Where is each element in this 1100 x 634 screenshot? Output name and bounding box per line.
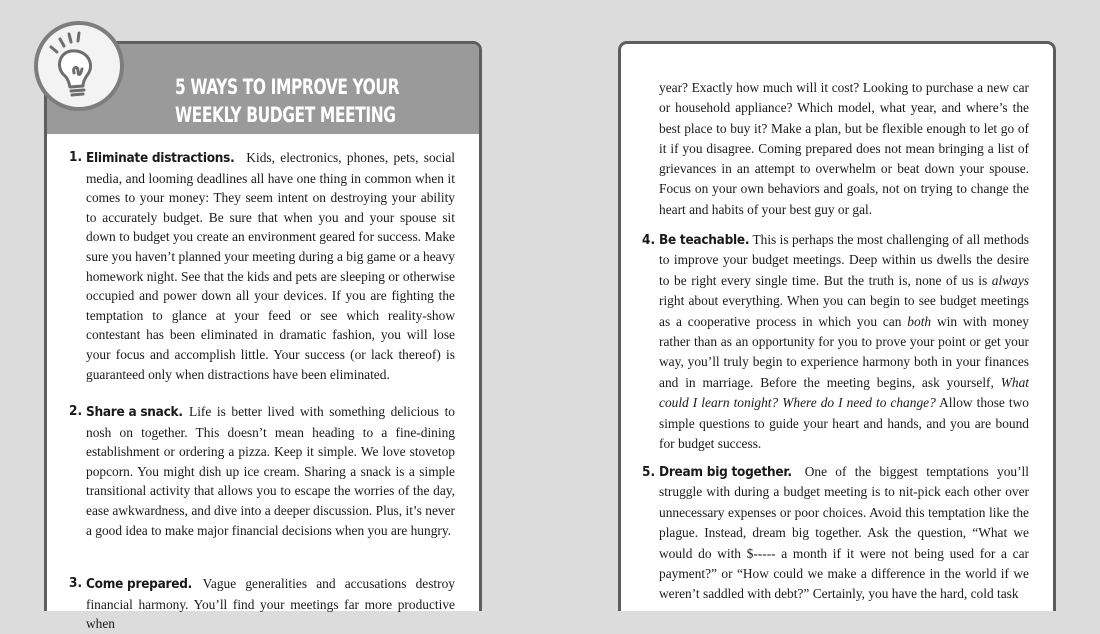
banner-title-line-2: WEEKLY BUDGET MEETING: [175, 103, 396, 127]
item-number: 5.: [642, 464, 656, 480]
item-heading: Dream big together.: [659, 464, 792, 480]
list-item-2: [69, 402, 455, 540]
item-body: One of the biggest temptations you’ll struggle with during a budget meeting is to nit-pick each other over unnecessary expenses or poor choices. Avoid this temptation like the plague. Instead, dream big together. Ask the question, “What we would do with $----- a month if it were not being used for a car payment?” or “How could we make a difference in the world if we weren’t saddled with debt?” Certainly, you have the hard, cold task: [659, 464, 1029, 602]
list-item-3: [69, 574, 455, 634]
lightbulb-icon: [34, 21, 124, 111]
item-heading: Be teachable.: [659, 232, 750, 248]
item-body: Vague generalities and accusations destroy financial harmony. You’ll find your meetings far more productive when: [86, 576, 455, 632]
item-number: 4.: [642, 232, 656, 248]
item-emphasis: both: [907, 313, 932, 329]
item-body: Kids, electronics, phones, pets, social media, and looming deadlines all have one thing in common when it comes to your money: They seem intent on destroying your ability to accurately budget. Be sure that when you and your spouse sit down to budget you create an environment geared for success. Make sure you haven’t planned your meeting during a big game or a heavy homework night. See that the kids and pets are sleeping or otherwise occupied and power down all your devices. If you are fighting the temptation to glance at your feed or see which reality-show contestant has been eliminated in dramatic fashion, you will lose your focus and accomplish little. Your success (or lack thereof) is guaranteed only when distractions have been eliminated.: [86, 150, 455, 382]
banner-title: [175, 73, 400, 129]
item-emphasis: always: [991, 272, 1029, 288]
item-body: Allow those two simple questions to guide your heart and hands, and you are bound for budget success.: [659, 395, 1029, 452]
item-heading: Eliminate distractions.: [86, 150, 235, 166]
list-item-5: [642, 462, 1029, 605]
list-item-1: [69, 148, 455, 384]
item-number: 3.: [69, 575, 83, 591]
item-number: 2.: [69, 403, 83, 419]
item-body: This is perhaps the most challenging of all methods to improve your budget meetings. Deep within us dwells the desire to be right every single time. But the truth is, none of us is: [659, 232, 1029, 288]
item-body: win with money rather than as an opportunity for you to prove your point or get your way, you’ll truly begin to experience harmony both in your finances and in marriage. Before the meeting begins, ask yourself,: [659, 313, 1029, 390]
continued-paragraph: year? Exactly how much will it cost? Looking to purchase a new car or household appliance? Which model, what year, and where’s the best place to buy it? Make a plan, but be flexible enough to let go of it if you disagree. Coming prepared does not mean bringing a list of grievances in an attempt to overwhelm or beat down your spouse. Focus on your own behaviors and goals, not on trying to change the heart and habits of your best guy or gal.: [659, 80, 1029, 217]
item-body: right about everything. When you can begin to see budget meetings as a cooperative process in which you can: [659, 293, 1029, 329]
banner-title-line-1: 5 WAYS TO IMPROVE YOUR: [175, 75, 400, 99]
item-number: 1.: [69, 149, 83, 165]
item-emphasis: What could I learn tonight? Where do I need to change?: [659, 374, 1029, 411]
list-item-4: [642, 230, 1029, 454]
item-heading: Share a snack.: [86, 404, 183, 420]
item-body: Life is better lived with something delicious to nosh on together. This doesn’t mean heading to a fine-dining establishment or ordering a pizza. Keep it simple. We love stovetop popcorn. You might dish up ice cream. Sharing a snack is a simple transitional activity that allows you to escape the worries of the day, ease awkwardness, and dive into a deeper discussion. Plus, it’s never a good idea to make major financial decisions when you are hungry.: [86, 404, 455, 538]
item-heading: Come prepared.: [86, 576, 192, 592]
